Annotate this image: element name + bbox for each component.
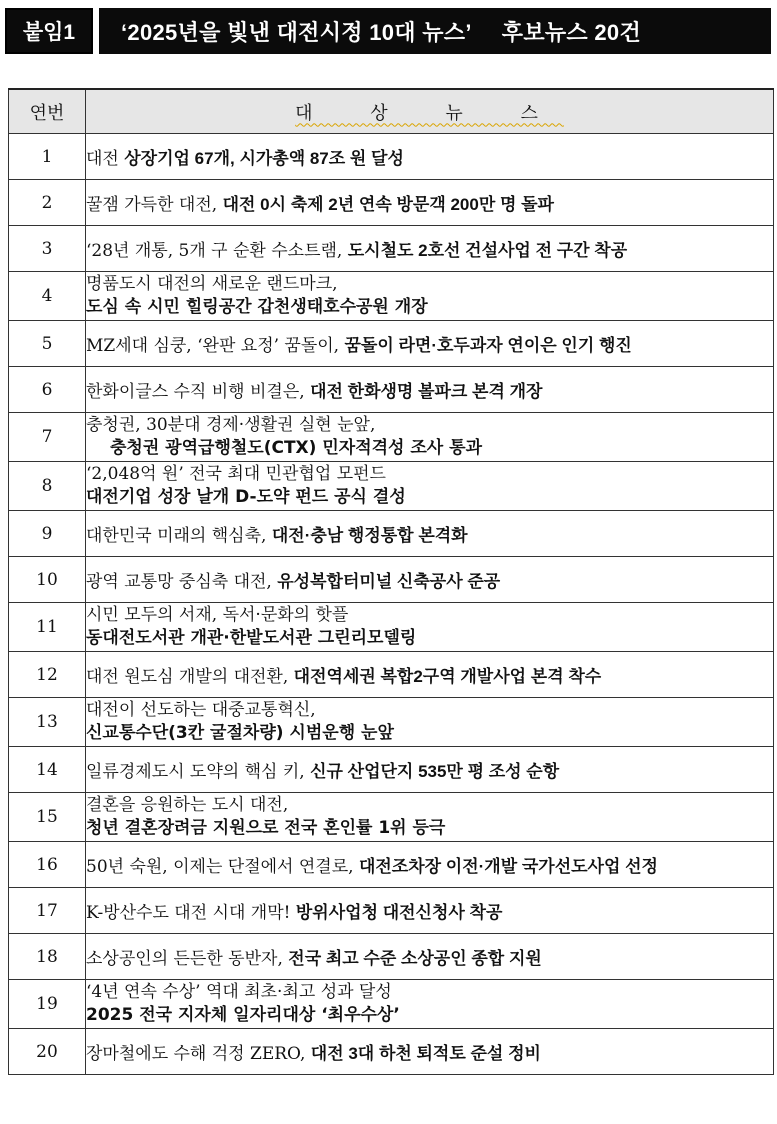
page-title: ‘2025년을 빛낸 대전시정 10대 뉴스’ (121, 19, 472, 45)
table-row (9, 793, 774, 842)
row-number: 17 (9, 888, 86, 934)
news-lead-text: 시민 모두의 서재, 독서·문화의 핫플 (86, 605, 349, 625)
news-headline: 전국 최고 수준 소상공인 종합 지원 (288, 949, 542, 968)
table-row (9, 888, 774, 934)
news-item (86, 698, 774, 747)
row-number: 13 (9, 698, 86, 747)
news-headline: 신교통수단(3칸 굴절차량) 시범운행 눈앞 (86, 723, 394, 743)
row-number: 20 (9, 1029, 86, 1075)
news-lead-text: 결혼을 응원하는 도시 대전, (86, 795, 289, 815)
table-row (9, 698, 774, 747)
row-number: 12 (9, 652, 86, 698)
news-headline: 대전조차장 이전·개발 국가선도사업 선정 (358, 857, 658, 876)
page-subtitle: 후보뉴스 20건 (501, 19, 642, 45)
news-headline: 대전·충남 행정통합 본격화 (271, 526, 468, 545)
news-item (86, 413, 774, 462)
news-item (86, 226, 774, 272)
table-row (9, 1029, 774, 1075)
row-number: 10 (9, 557, 86, 603)
news-item (86, 367, 774, 413)
row-number: 18 (9, 934, 86, 980)
table-row (9, 134, 774, 180)
news-lead-text: 한화이글스 수직 비행 비결은, (86, 382, 311, 402)
news-lead-text: ‘2,048억 원’ 전국 최대 민관협업 모펀드 (86, 464, 386, 484)
news-lead-text: K-방산수도 대전 시대 개막! (86, 903, 296, 923)
attachment-badge: 붙임1 (5, 8, 93, 54)
news-headline: 신규 산업단지 535만 평 조성 순항 (310, 762, 560, 781)
news-headline: 대전기업 성장 날개 D-도약 펀드 공식 결성 (86, 487, 406, 507)
table-row (9, 747, 774, 793)
news-lead-text: ‘28년 개통, 5개 구 순환 수소트램, (86, 241, 348, 261)
news-item (86, 272, 774, 321)
table-row (9, 321, 774, 367)
news-lead-text: 대전 (86, 149, 125, 169)
news-item (86, 180, 774, 226)
table-row (9, 842, 774, 888)
table-body (9, 134, 774, 1075)
news-headline: 2025 전국 지자체 일자리대상 ‘최우수상’ (86, 1005, 400, 1025)
news-headline: 도시철도 2호선 건설사업 전 구간 착공 (347, 241, 628, 260)
news-lead-text: 일류경제도시 도약의 핵심 키, (86, 762, 311, 782)
news-item (86, 511, 774, 557)
header-title-box (99, 8, 771, 54)
table-row (9, 413, 774, 462)
news-headline: 상장기업 67개, 시가총액 87조 원 달성 (124, 149, 404, 168)
news-item (86, 980, 774, 1029)
table-header-row (9, 89, 774, 134)
row-number: 11 (9, 603, 86, 652)
news-item (86, 747, 774, 793)
news-item (86, 321, 774, 367)
table-row (9, 934, 774, 980)
news-lead-text: ‘4년 연속 수상’ 역대 최초·최고 성과 달성 (86, 982, 392, 1002)
news-item (86, 134, 774, 180)
news-headline: 꿈돌이 라면·호두과자 연이은 인기 행진 (344, 336, 632, 355)
news-headline: 대전 한화생명 볼파크 본격 개장 (310, 382, 543, 401)
news-headline: 도심 속 시민 힐링공간 갑천생태호수공원 개장 (86, 297, 428, 317)
table-row (9, 557, 774, 603)
table-row (9, 226, 774, 272)
row-number: 9 (9, 511, 86, 557)
row-number: 19 (9, 980, 86, 1029)
news-item (86, 652, 774, 698)
news-item (86, 603, 774, 652)
news-lead-text: 명품도시 대전의 새로운 랜드마크, (86, 274, 338, 294)
news-headline: 유성복합터미널 신축공사 준공 (277, 572, 501, 591)
news-headline: 대전 0시 축제 2년 연속 방문객 200만 명 돌파 (222, 195, 554, 214)
table-row (9, 462, 774, 511)
table-row (9, 652, 774, 698)
row-number: 2 (9, 180, 86, 226)
news-headline: 동대전도서관 개관·한밭도서관 그린리모델링 (86, 628, 417, 648)
row-number: 8 (9, 462, 86, 511)
row-number: 4 (9, 272, 86, 321)
news-headline: 충청권 광역급행철도(CTX) 민자적격성 조사 통과 (110, 438, 482, 458)
news-headline: 청년 결혼장려금 지원으로 전국 혼인률 1위 등극 (86, 818, 446, 838)
document-header (5, 8, 771, 54)
news-item (86, 1029, 774, 1075)
news-item (86, 888, 774, 934)
table-row (9, 980, 774, 1029)
news-lead-text: 대전이 선도하는 대중교통혁신, (86, 700, 316, 720)
news-lead-text: 대전 원도심 개발의 대전환, (86, 667, 294, 687)
news-item (86, 793, 774, 842)
news-lead-text: 충청권, 30분대 경제·생활권 실현 눈앞, (86, 415, 376, 435)
news-lead-text: 대한민국 미래의 핵심축, (86, 526, 272, 546)
news-table (8, 88, 774, 1075)
table-row (9, 511, 774, 557)
column-header-title: 대 상 뉴 스 (86, 89, 774, 134)
news-lead-text: 소상공인의 든든한 동반자, (86, 949, 289, 969)
table-row (9, 272, 774, 321)
row-number: 14 (9, 747, 86, 793)
table-row (9, 180, 774, 226)
news-headline: 대전역세권 복합2구역 개발사업 본격 착수 (293, 667, 602, 686)
row-number: 7 (9, 413, 86, 462)
news-lead-text: 장마철에도 수해 걱정 ZERO, (86, 1044, 311, 1064)
row-number: 6 (9, 367, 86, 413)
news-item (86, 462, 774, 511)
news-headline: 방위사업청 대전신청사 착공 (295, 903, 503, 922)
news-lead-text: 꿀잼 가득한 대전, (86, 195, 223, 215)
news-headline: 대전 3대 하천 퇴적토 준설 정비 (310, 1044, 541, 1063)
news-item (86, 557, 774, 603)
row-number: 15 (9, 793, 86, 842)
row-number: 5 (9, 321, 86, 367)
row-number: 1 (9, 134, 86, 180)
table-row (9, 603, 774, 652)
column-header-no: 연번 (9, 89, 86, 134)
news-lead-text: 광역 교통망 중심축 대전, (86, 572, 278, 592)
news-lead-text: MZ세대 심쿵, ‘완판 요정’ 꿈돌이, (86, 336, 345, 356)
news-lead-text: 50년 숙원, 이제는 단절에서 연결로, (86, 857, 359, 877)
news-item (86, 842, 774, 888)
table-row (9, 367, 774, 413)
row-number: 3 (9, 226, 86, 272)
row-number: 16 (9, 842, 86, 888)
news-item (86, 934, 774, 980)
